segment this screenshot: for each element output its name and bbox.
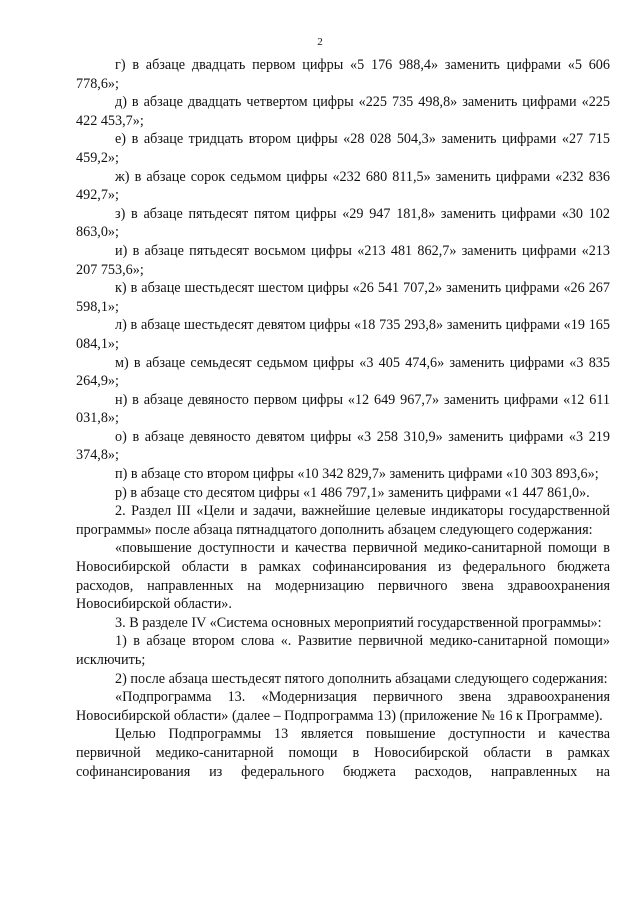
paragraph-item-zh: ж) в абзаце сорок седьмом цифры «232 680 811,5» заменить цифрами «232 836 492,7»; [76, 168, 610, 204]
paragraph-quote-goal: «повышение доступности и качества первичной медико-санитарной помощи в Новосибирской области в рамках софинансирования из федерального бюджета расходов, направленных на модернизацию первичного звена здравоохранения Новосибирской области». [76, 540, 610, 613]
paragraph-item-p: п) в абзаце сто втором цифры «10 342 829,7» заменить цифрами «10 303 893,6»; [115, 466, 599, 483]
paragraph-item-k: к) в абзаце шестьдесят шестом цифры «26 541 707,2» заменить цифрами «26 267 598,1»; [76, 280, 610, 315]
paragraph-item-i: и) в абзаце пятьдесят восьмом цифры «213 481 862,7» заменить цифрами «213 207 753,6»; [76, 242, 610, 278]
paragraph-item-d: д) в абзаце двадцать четвертом цифры «225 735 498,8» заменить цифрами «225 422 453,7»; [76, 94, 610, 129]
page-number: 2 [317, 36, 323, 48]
paragraph-item-z: з) в абзаце пятьдесят пятом цифры «29 947 181,8» заменить цифрами «30 102 863,0»; [76, 205, 610, 241]
paragraph-subprogram-goal: Целью Подпрограммы 13 является повышение доступности и качества первичной медико-санитарной помощи в Новосибирской области в рамках софинансирования из федерального бюджета расходов, направленных на [76, 726, 610, 780]
paragraph-subprogram-13: «Подпрограмма 13. «Модернизация первичного звена здравоохранения Новосибирской области» (далее – Подпрограмма 13) (приложение № 16 к Программе). [76, 689, 610, 724]
paragraph-item-l: л) в абзаце шестьдесят девятом цифры «18 735 293,8» заменить цифрами «19 165 084,1»; [76, 317, 610, 352]
paragraph-item-2: 2) после абзаца шестьдесят пятого дополнить абзацами следующего содержания: [115, 670, 608, 687]
paragraph-item-n: н) в абзаце девяносто первом цифры «12 649 967,7» заменить цифрами «12 611 031,8»; [76, 391, 610, 427]
paragraph-section-4: 3. В разделе IV «Система основных мероприятий государственной программы»: [115, 614, 602, 631]
paragraph-item-r: р) в абзаце сто десятом цифры «1 486 797,1» заменить цифрами «1 447 861,0». [115, 484, 590, 501]
document-body [76, 56, 610, 781]
paragraph-item-e: е) в абзаце тридцать втором цифры «28 028 504,3» заменить цифрами «27 715 459,2»; [76, 131, 610, 166]
paragraph-item-m: м) в абзаце семьдесят седьмом цифры «3 405 474,6» заменить цифрами «3 835 264,9»; [76, 354, 610, 390]
paragraph-item-o: о) в абзаце девяносто девятом цифры «3 258 310,9» заменить цифрами «3 219 374,8»; [76, 428, 610, 464]
paragraph-section-3: 2. Раздел III «Цели и задачи, важнейшие целевые индикаторы государственной программы» после абзаца пятнадцатого дополнить абзацем следующего содержания: [76, 503, 610, 538]
paragraph-item-1: 1) в абзаце втором слова «. Развитие первичной медико-санитарной помощи» исключить; [76, 633, 610, 668]
paragraph-item-g: г) в абзаце двадцать первом цифры «5 176 988,4» заменить цифрами «5 606 778,6»; [76, 57, 610, 92]
